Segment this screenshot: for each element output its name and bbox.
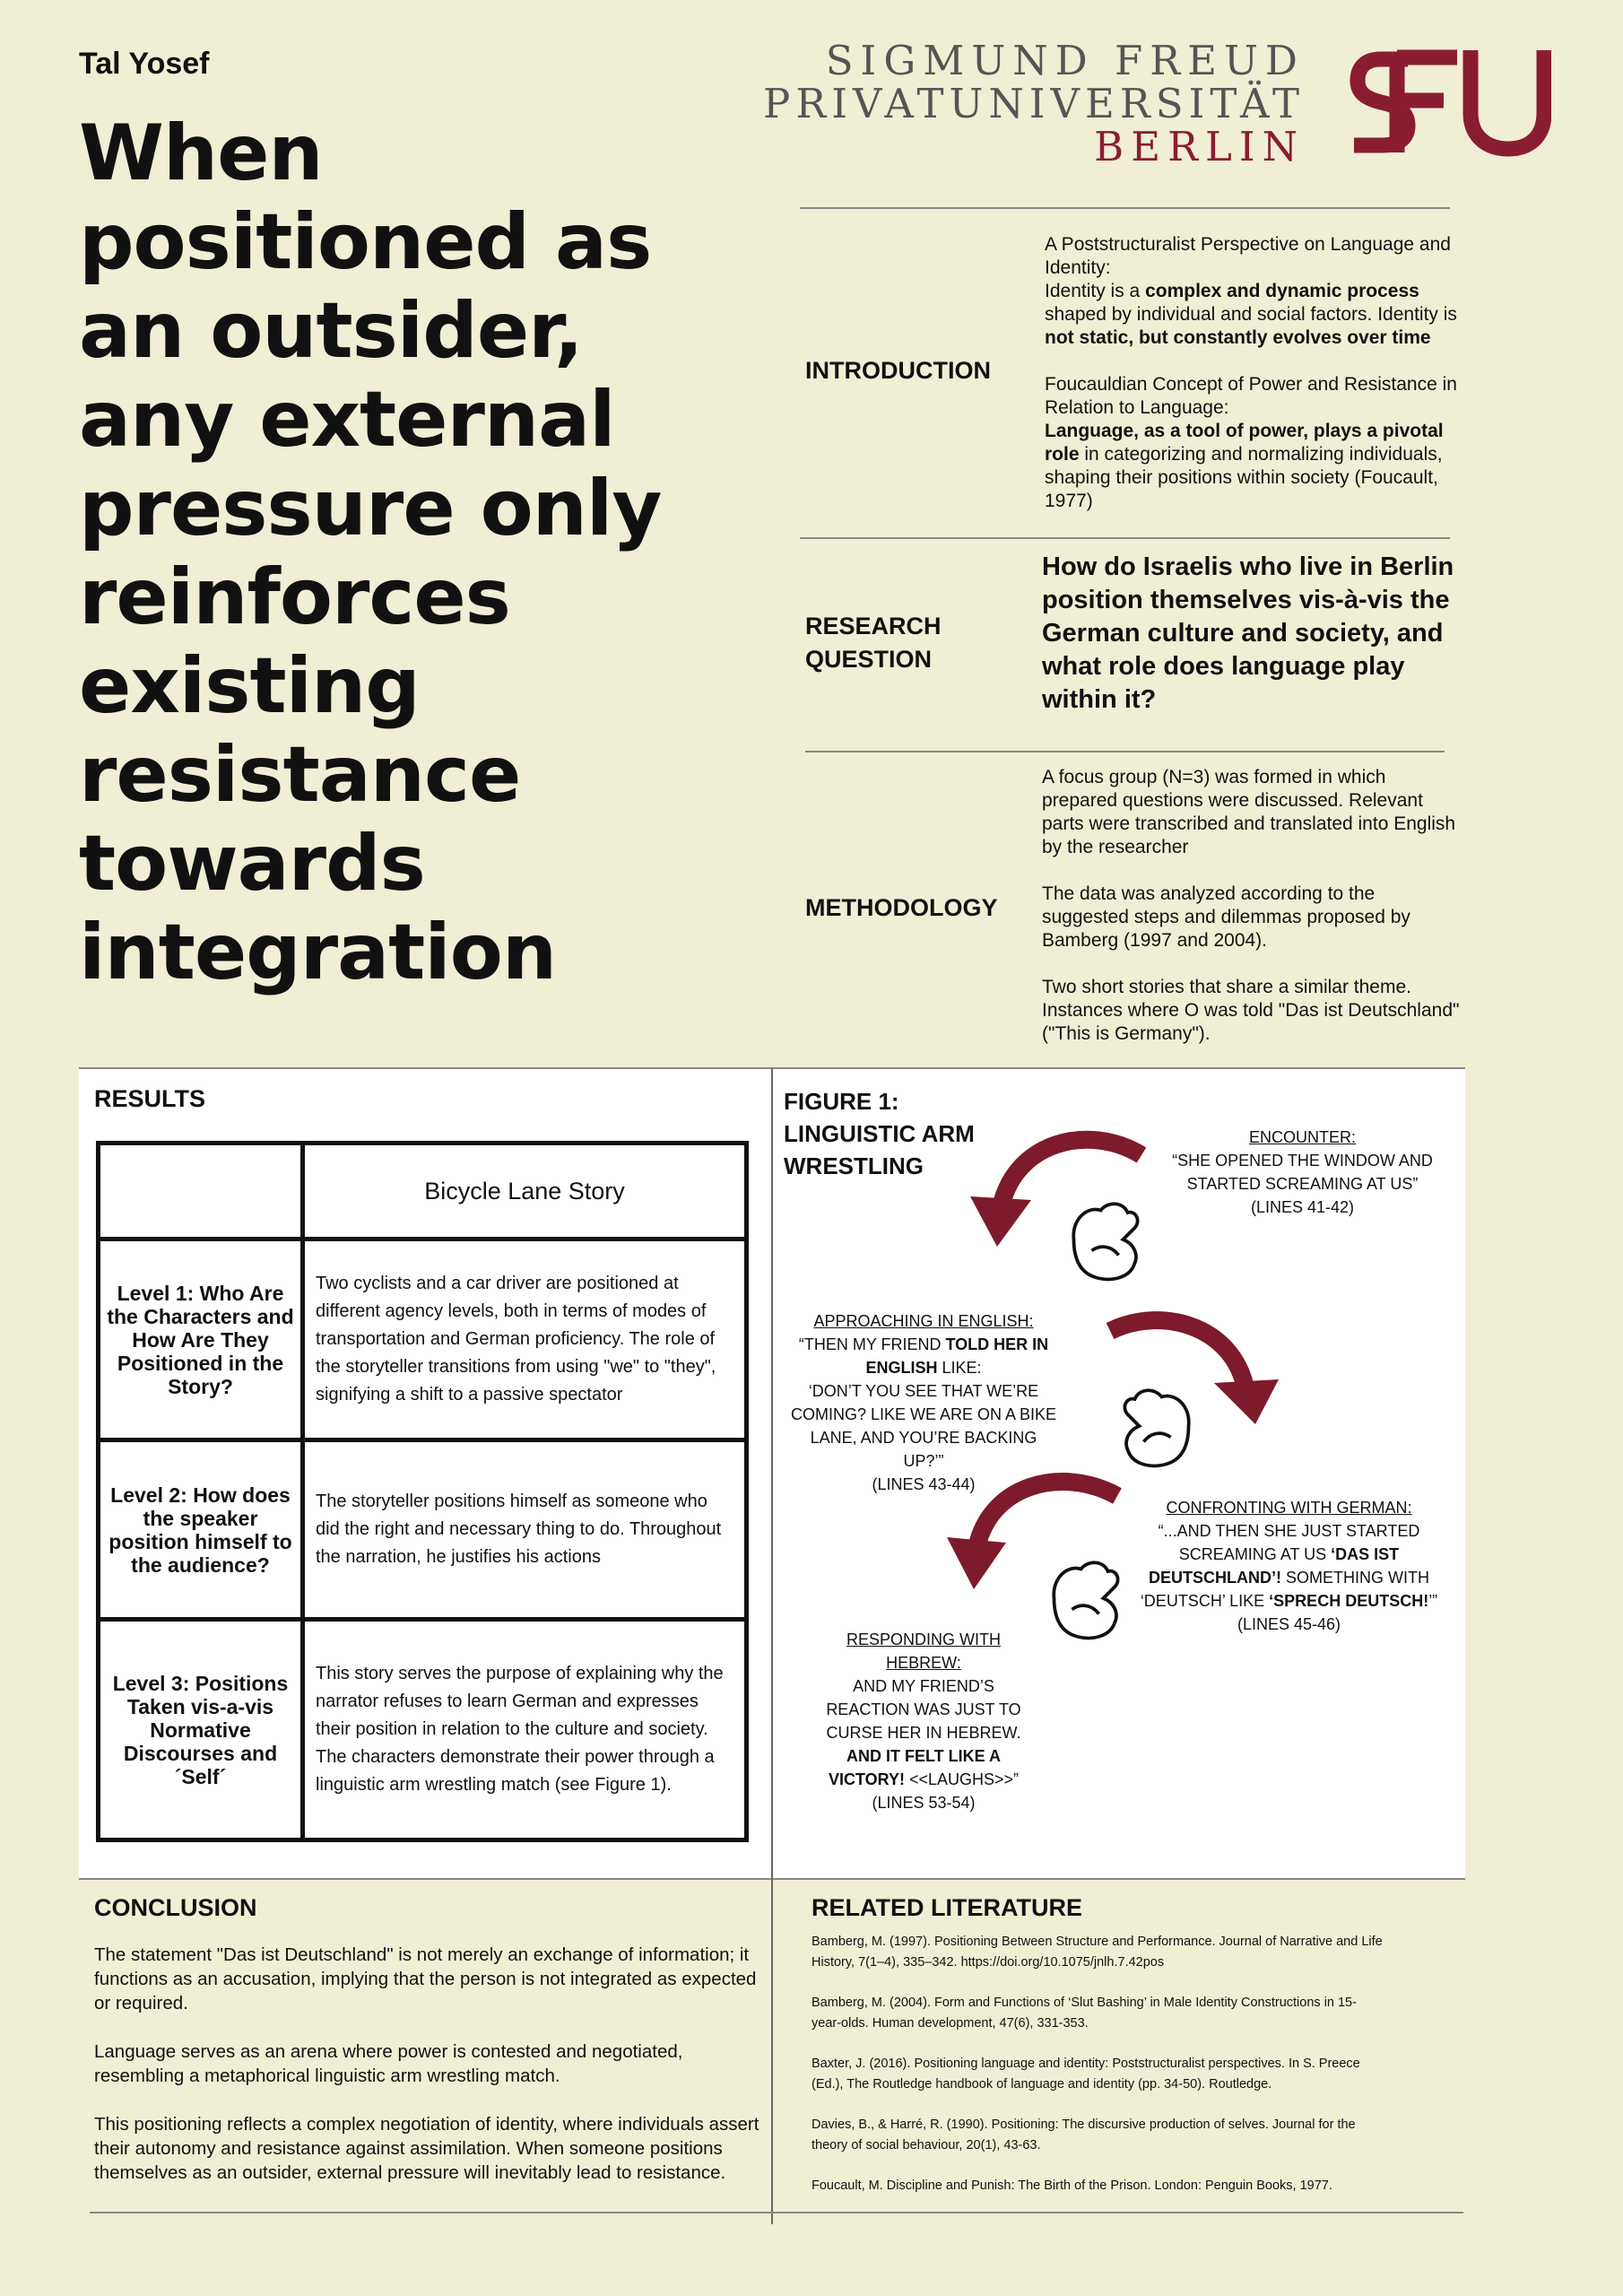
approach-quote-d: ‘DON’T YOU SEE THAT WE’RE COMING? LIKE WE ARE ON A BIKE LANE, AND YOU’RE BACKING UP?’” — [790, 1382, 1057, 1470]
literature-reference: Bamberg, M. (1997). Positioning Between Structure and Performance. Journal of Narrative and Life History, 7(1–4), 335–342. https://doi.org/10.1075/jnlh.7.42pos — [812, 1935, 1383, 1970]
conclusion-text — [94, 1943, 767, 2209]
respond-heading: RESPONDING WITH HEBREW: — [846, 1631, 1001, 1672]
flexed-arm-icon — [1124, 1390, 1188, 1465]
sfu-logo-icon — [1345, 43, 1551, 160]
divider — [800, 537, 1450, 539]
conclusion-p3: This positioning reflects a complex negotiation of identity, where individuals assert their autonomy and resistance against assimilation. When someone positions themselves as an outsider, external pressure will inevitably lead to resistance. — [94, 2114, 759, 2183]
confront-quote-c: SOMETHING WITH ‘DEUTSCH’ LIKE — [1140, 1569, 1429, 1610]
intro-p1-heading: A Poststructuralist Perspective on Language and Identity: — [1045, 234, 1451, 278]
confront-text — [1139, 1496, 1439, 1636]
respond-quote-c: <<LAUGHS>>” — [904, 1770, 1020, 1788]
introduction-text — [1045, 233, 1473, 513]
divider — [805, 751, 1445, 752]
approach-quote-c: LIKE: — [937, 1359, 982, 1377]
figure-title-2: LINGUISTIC ARM — [784, 1120, 975, 1147]
row-label: Level 3: Positions Taken vis-a-vis Normative Discourses and ´Self´ — [99, 1620, 303, 1840]
introduction-label: INTRODUCTION — [805, 357, 991, 384]
divider — [800, 207, 1450, 209]
figure-title-1: FIGURE 1: — [784, 1088, 899, 1115]
logo-line-2: PRIVATUNIVERSITÄT — [763, 80, 1305, 127]
rq-label-2: QUESTION — [805, 646, 933, 673]
author-name: Tal Yosef — [79, 47, 210, 81]
research-question-label — [805, 610, 942, 676]
encounter-text — [1166, 1126, 1439, 1219]
respond-quote-bold: AND IT FELT LIKE A VICTORY! — [828, 1747, 1001, 1788]
intro-p1-text-2: shaped by individual and social factors. Identity is — [1045, 304, 1457, 325]
conclusion-title: CONCLUSION — [94, 1894, 257, 1921]
table-column-header: Bicycle Lane Story — [303, 1144, 747, 1239]
intro-p2-text: in categorizing and normalizing individuals, shaping their positions within society (Foucault, 1977) — [1045, 444, 1443, 511]
literature-reference: Foucault, M. Discipline and Punish: The Birth of the Prison. London: Penguin Books, 1977. — [812, 2179, 1332, 2193]
respond-lines: (LINES 53-54) — [872, 1794, 976, 1812]
flexed-arm-icon — [1073, 1204, 1137, 1279]
research-question-text: How do Israelis who live in Berlin position themselves vis-à-vis the German culture and society, and what role does language play within it? — [1042, 552, 1454, 714]
literature-reference: Baxter, J. (2016). Positioning language and identity: Poststructuralist perspectives. In S. Preece (Ed.), The Routledge handbook of language and identity (pp. 34-50). Routledge. — [812, 2057, 1360, 2092]
table-header-row — [99, 1144, 747, 1239]
results-title: RESULTS — [94, 1085, 206, 1112]
literature-list — [812, 1932, 1385, 2216]
method-p1: A focus group (N=3) was formed in which prepared questions were discussed. Relevant parts were transcribed and translated into English by the researcher — [1042, 767, 1456, 857]
university-logo-text — [763, 39, 1305, 169]
approach-lines: (LINES 43-44) — [872, 1475, 976, 1493]
methodology-text — [1042, 766, 1463, 1046]
confront-quote-bold: ‘DAS IST DEUTSCHLAND’! — [1149, 1545, 1400, 1587]
intro-p1-bold-2: not static, but constantly evolves over time — [1045, 327, 1431, 348]
encounter-lines: (LINES 41-42) — [1250, 1198, 1355, 1216]
results-table — [96, 1141, 749, 1842]
intro-p2-bold: Language, as a tool of power, plays a pivotal role — [1045, 421, 1444, 465]
literature-title: RELATED LITERATURE — [812, 1894, 1082, 1921]
literature-reference: Davies, B., & Harré, R. (1990). Positioning: The discursive production of selves. Journal for the theory of social behaviour, 20(1), 43-63. — [812, 2118, 1356, 2152]
confront-quote-bold-2: ‘SPRECH DEUTSCH! — [1269, 1592, 1429, 1610]
method-p2: The data was analyzed according to the suggested steps and dilemmas proposed by Bamberg (1997 and 2004). — [1042, 883, 1410, 951]
conclusion-p2: Language serves as an arena where power is contested and negotiated, resembling a metaphorical linguistic arm wrestling match. — [94, 2041, 683, 2086]
confront-quote-a: “...AND THEN SHE JUST STARTED SCREAMING AT US — [1158, 1522, 1420, 1563]
poster-headline: When positioned as an outsider, any external pressure only reinforces existing resistance towards integration — [79, 109, 662, 997]
intro-p2-heading: Foucauldian Concept of Power and Resistance in Relation to Language: — [1045, 374, 1457, 418]
approach-text — [789, 1309, 1058, 1496]
encounter-heading: ENCOUNTER: — [1248, 1128, 1356, 1146]
table-corner-cell — [99, 1144, 303, 1239]
encounter-quote: “SHE OPENED THE WINDOW AND STARTED SCREAMING AT US” — [1172, 1152, 1433, 1193]
confront-lines: ’” (LINES 45-46) — [1237, 1592, 1438, 1633]
row-text: The storyteller positions himself as someone who did the right and necessary thing to do. Throughout the narration, he justifies his actions — [303, 1440, 747, 1620]
intro-p1-text: Identity is a — [1045, 281, 1146, 301]
flexed-arm-icon — [1054, 1562, 1117, 1638]
approach-heading: APPROACHING IN ENGLISH: — [813, 1312, 1034, 1330]
row-label: Level 2: How does the speaker position himself to the audience? — [99, 1440, 303, 1620]
figure-title-3: WRESTLING — [784, 1152, 924, 1179]
approach-quote-bold: TOLD HER IN ENGLISH — [865, 1335, 1049, 1377]
respond-quote-a: AND MY FRIEND’S REACTION WAS JUST TO CURSE HER IN HEBREW. — [826, 1677, 1021, 1742]
intro-p1-bold: complex and dynamic process — [1145, 281, 1419, 301]
confront-heading: CONFRONTING WITH GERMAN: — [1166, 1499, 1412, 1517]
method-p3: Two short stories that share a similar theme. Instances where O was told "Das ist Deutschland" ("This is Germany"). — [1042, 977, 1460, 1044]
approach-quote-a: “THEN MY FRIEND — [798, 1335, 946, 1353]
table-row — [99, 1440, 747, 1620]
rq-label-1: RESEARCH — [805, 613, 942, 639]
respond-text — [816, 1628, 1031, 1814]
table-row — [99, 1239, 747, 1440]
conclusion-p1: The statement "Das ist Deutschland" is not merely an exchange of information; it functions as an accusation, implying that the person is not integrated as expected or required. — [94, 1944, 757, 2013]
row-label: Level 1: Who Are the Characters and How Are They Positioned in the Story? — [99, 1239, 303, 1440]
row-text: Two cyclists and a car driver are positioned at different agency levels, both in terms of modes of transportation and German proficiency. The role of the storyteller transitions from using "we" to "they", signifying a shift to a passive spectator — [303, 1239, 747, 1440]
methodology-label: METHODOLOGY — [805, 894, 998, 921]
row-text: This story serves the purpose of explaining why the narrator refuses to learn German and expresses their position in relation to the culture and society. The characters demonstrate their power through a linguistic arm wrestling match (see Figure 1). — [303, 1620, 747, 1840]
logo-line-3: BERLIN — [1094, 123, 1305, 170]
literature-reference: Bamberg, M. (2004). Form and Functions of ‘Slut Bashing’ in Male Identity Constructions in 15-year-olds. Human development, 47(6), 331-353. — [812, 1996, 1357, 2031]
table-row — [99, 1620, 747, 1840]
logo-line-1: SIGMUND FREUD — [825, 37, 1305, 84]
bottom-divider — [90, 2212, 1463, 2213]
